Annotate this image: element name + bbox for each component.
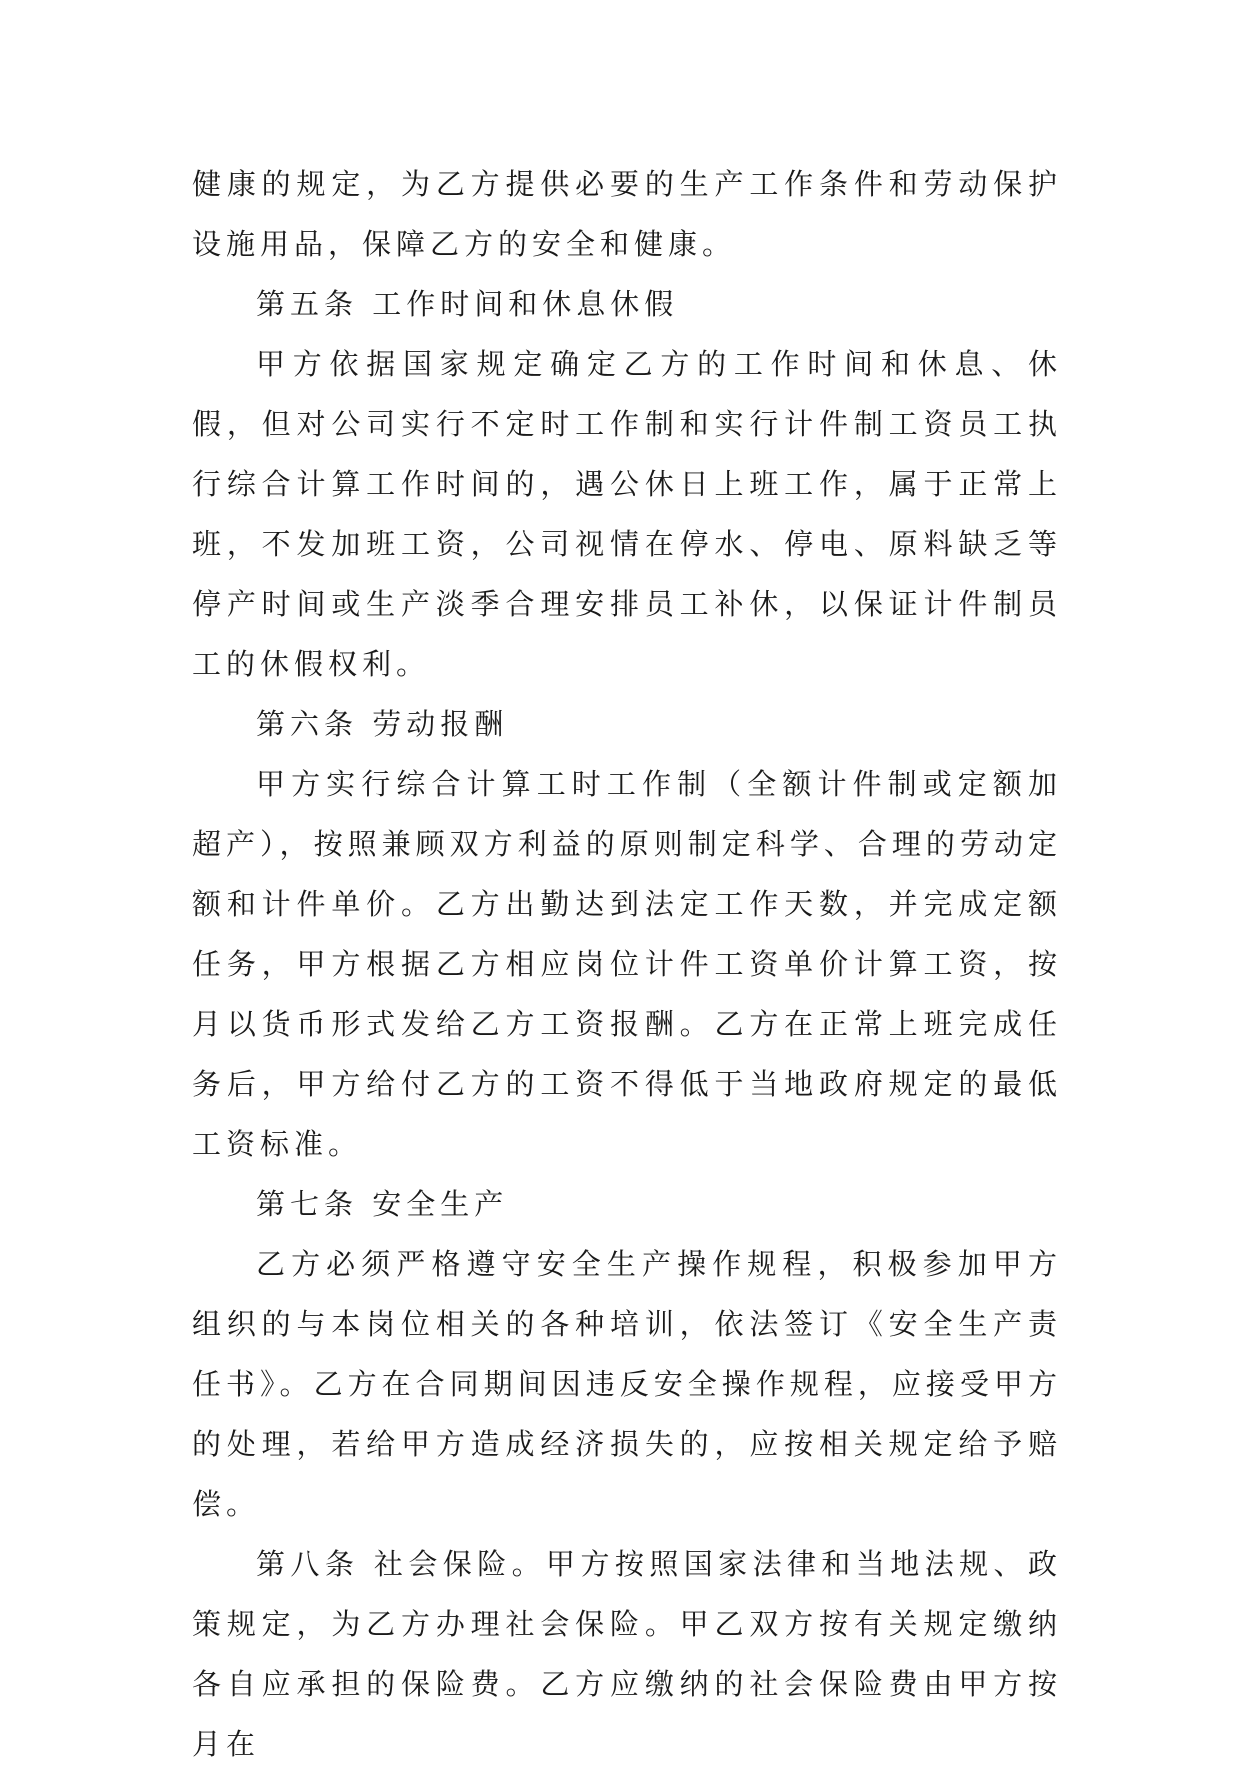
- article-7-body: 乙方必须严格遵守安全生产操作规程，积极参加甲方组织的与本岗位相关的各种培训，依法签订《安全生产责任书》。乙方在合同期间因违反安全操作规程，应接受甲方的处理，若给甲方造成经济损失的，应按相关规定给予赔偿。: [192, 1247, 1062, 1521]
- article-8-body: 第八条 社会保险。甲方按照国家法律和当地法规、政策规定，为乙方办理社会保险。甲乙双方按有关规定缴纳各自应承担的保险费。乙方应缴纳的社会保险费由甲方按月在: [192, 1547, 1062, 1761]
- article-6-body: 甲方实行综合计算工时工作制（全额计件制或定额加超产），按照兼顾双方利益的原则制定科学、合理的劳动定额和计件单价。乙方出勤达到法定工作天数，并完成定额任务，甲方根据乙方相应岗位计件工资单价计算工资，按月以货币形式发给乙方工资报酬。乙方在正常上班完成任务后，甲方给付乙方的工资不得低于当地政府规定的最低工资标准。: [192, 767, 1062, 1161]
- article-5-heading: 第五条 工作时间和休息休假: [256, 287, 679, 321]
- article-5-body: 甲方依据国家规定确定乙方的工作时间和休息、休假，但对公司实行不定时工作制和实行计件制工资员工执行综合计算工作时间的，遇公休日上班工作，属于正常上班，不发加班工资，公司视情在停水、停电、原料缺乏等停产时间或生产淡季合理安排员工补休，以保证计件制员工的休假权利。: [192, 347, 1062, 681]
- paragraph-continuation: 健康的规定，为乙方提供必要的生产工作条件和劳动保护设施用品，保障乙方的安全和健康。: [192, 167, 1062, 261]
- document-body: [192, 154, 1062, 1774]
- article-7-heading: 第七条 安全生产: [256, 1187, 509, 1221]
- article-6-heading: 第六条 劳动报酬: [256, 707, 509, 741]
